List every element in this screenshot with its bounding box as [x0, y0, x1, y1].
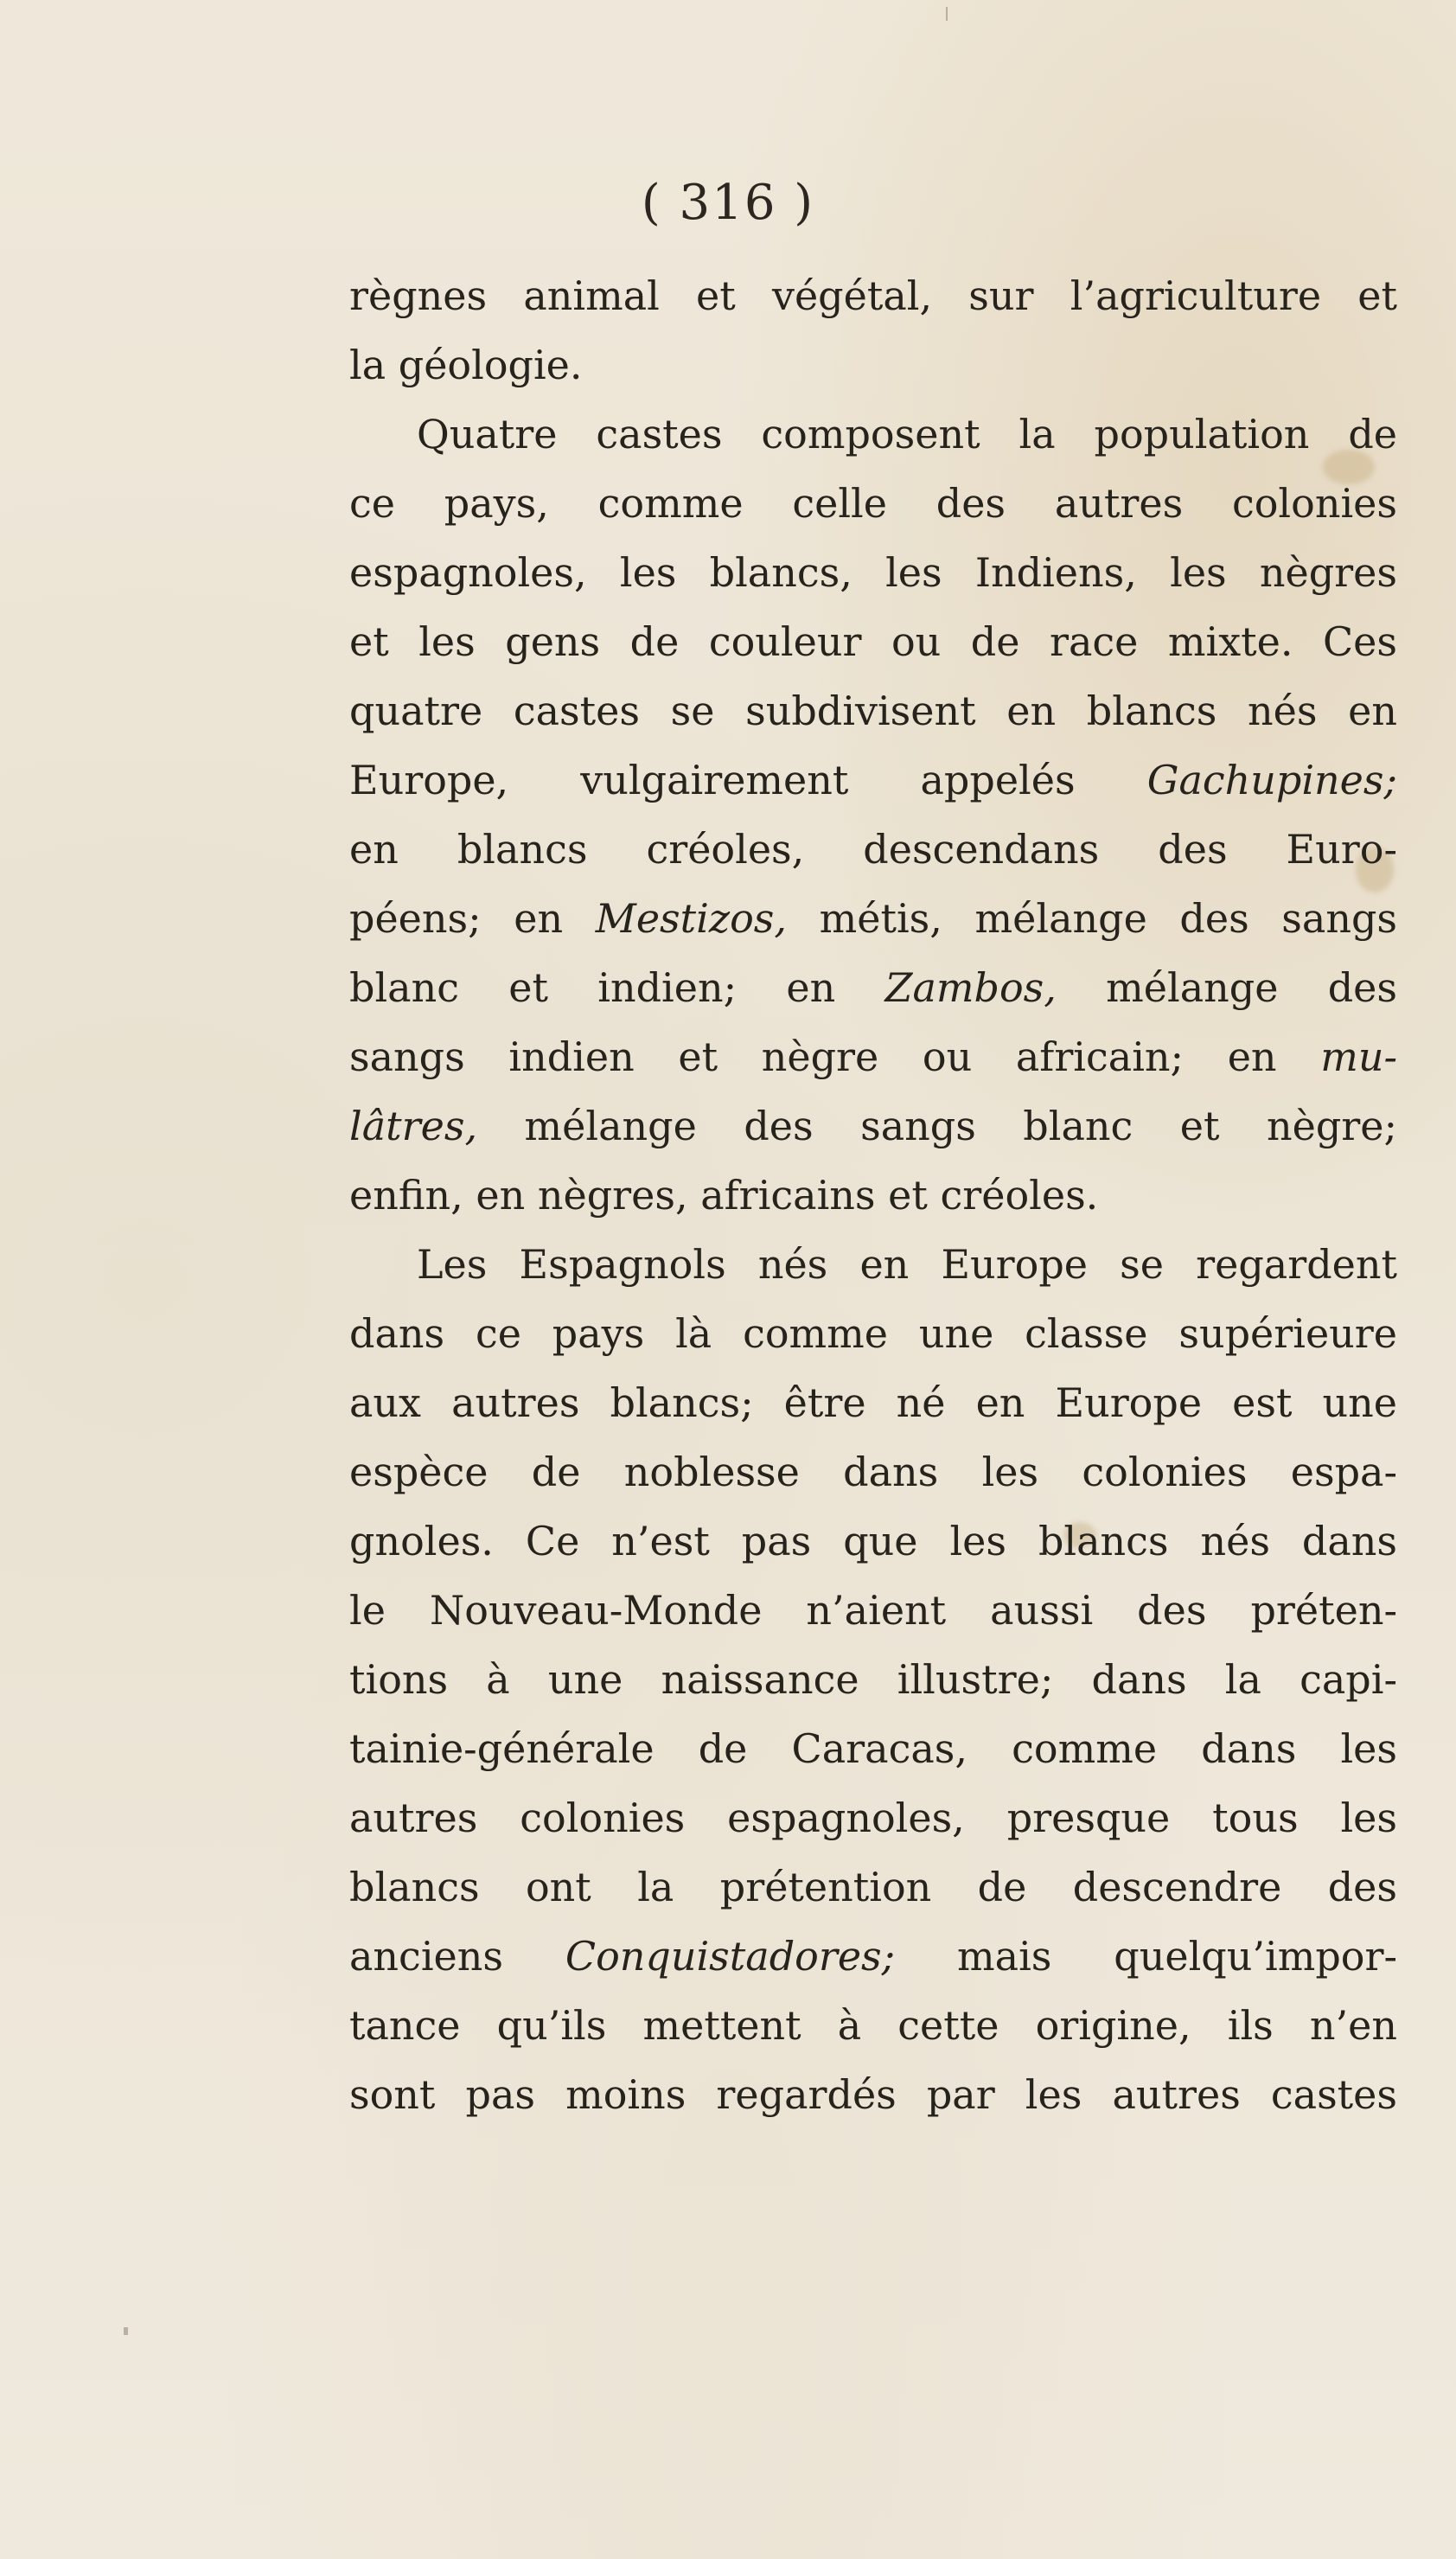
body-text: [349, 261, 1397, 2129]
text-line: autres colonies espagnoles, presque tous les: [349, 1794, 1397, 1841]
italic-term: Gachupines;: [1146, 757, 1397, 803]
text-line: tance qu’ils mettent à cette origine, ils n’en: [349, 2002, 1397, 2049]
paper-mark: [946, 7, 948, 21]
italic-term: lâtres,: [349, 1103, 478, 1149]
italic-term: mu-: [1320, 1033, 1397, 1080]
text-line: aux autres blancs; être né en Europe est une: [349, 1379, 1397, 1426]
page-number: ( 316 ): [641, 175, 815, 231]
text-line: gnoles. Ce n’est pas que les blancs nés dans: [349, 1518, 1397, 1564]
text-line: blancs ont la prétention de descendre des: [349, 1864, 1397, 1910]
text-line: sont pas moins regardés par les autres castes: [349, 2071, 1397, 2118]
italic-term: Mestizos,: [595, 895, 788, 942]
text-line: et les gens de couleur ou de race mixte. Ces: [349, 618, 1397, 665]
text-line: Les Espagnols nés en Europe se regardent: [417, 1241, 1397, 1288]
text-line: espèce de noblesse dans les colonies espa-: [349, 1449, 1397, 1495]
text-line: Europe, vulgairement appelés Gachupines;: [349, 757, 1397, 803]
italic-term: Conquistadores;: [565, 1933, 896, 1980]
paper-mark: [124, 2327, 128, 2335]
text-line: tions à une naissance illustre; dans la capi-: [349, 1656, 1397, 1703]
text-line: le Nouveau-Monde n’aient aussi des préten-: [349, 1587, 1397, 1634]
text-line: Quatre castes composent la population de: [417, 411, 1397, 457]
text-line: lâtres, mélange des sangs blanc et nègre;: [349, 1103, 1397, 1149]
text-line: ce pays, comme celle des autres colonies: [349, 480, 1397, 527]
text-line: enfin, en nègres, africains et créoles.: [349, 1172, 1099, 1219]
text-line: règnes animal et végétal, sur l’agriculture et: [349, 272, 1397, 319]
text-line: espagnoles, les blancs, les Indiens, les nègres: [349, 549, 1397, 596]
text-line: la géologie.: [349, 342, 583, 388]
text-line: sangs indien et nègre ou africain; en mu-: [349, 1033, 1397, 1080]
text-line: blanc et indien; en Zambos, mélange des: [349, 964, 1398, 1011]
text-line: anciens Conquistadores; mais quelqu’impor-: [349, 1933, 1397, 1980]
text-line: en blancs créoles, descendans des Euro-: [349, 826, 1397, 873]
text-line: dans ce pays là comme une classe supérieure: [349, 1310, 1397, 1357]
italic-term: Zambos,: [884, 964, 1057, 1011]
text-line: quatre castes se subdivisent en blancs nés en: [349, 688, 1397, 734]
text-line: tainie-générale de Caracas, comme dans les: [349, 1725, 1397, 1772]
text-line: péens; en Mestizos, métis, mélange des sangs: [349, 895, 1398, 942]
